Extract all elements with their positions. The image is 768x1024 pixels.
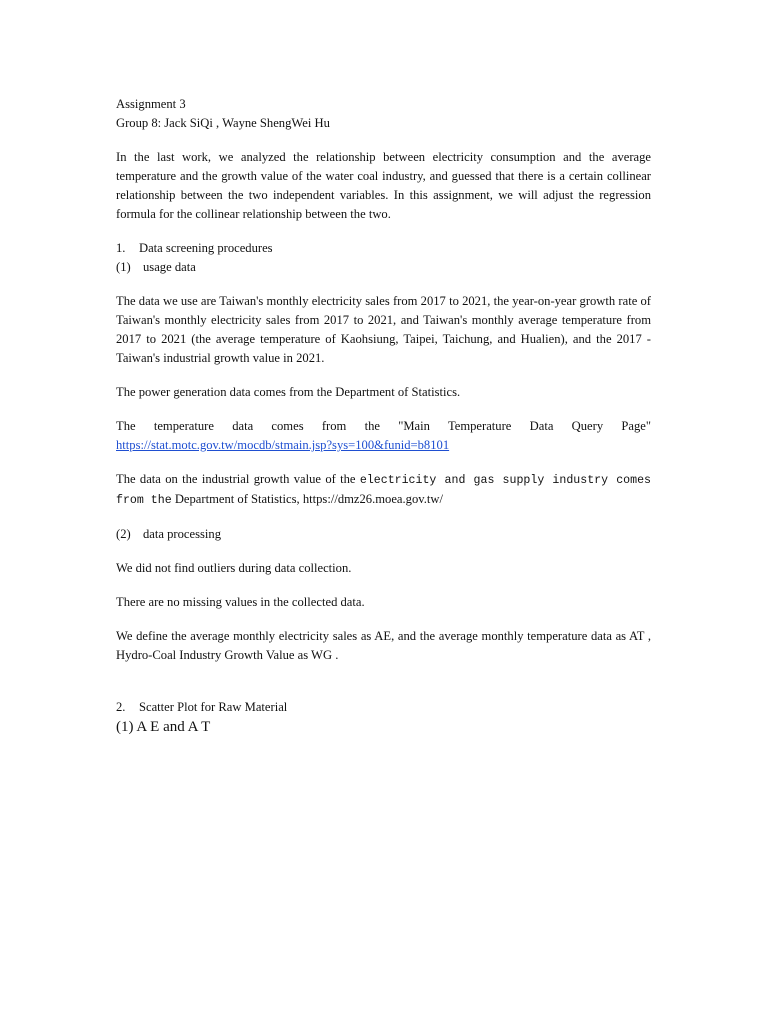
section2-number: 2. — [116, 700, 126, 714]
definitions-paragraph: We define the average monthly electricity sales as AE, and the average monthly temperature data as AT , Hydro-Coal Industry Growth Value as WG . — [116, 629, 651, 662]
sub1-title: usage data — [143, 260, 196, 274]
sub2-title: data processing — [143, 527, 221, 541]
section2-sub1-heading: (1) A E and A T — [116, 719, 211, 735]
intro-paragraph: In the last work, we analyzed the relationship between electricity consumption and the average temperature and the growth value of the water coal industry, and guessed that there is a certain collinear relationship between the two independent variables. In this assignment, we will adjust the regression formula for the collinear relationship between the two. — [116, 150, 651, 221]
temperature-source-paragraph — [116, 417, 651, 436]
temperature-link-line — [116, 436, 651, 455]
data-source-paragraph: The data we use are Taiwan's monthly electricity sales from 2017 to 2021, the year-on-year growth rate of Taiwan's monthly electricity sales from 2017 to 2021, and Taiwan's monthly average temperature from 2017 to 2021 (the average temperature of Kaohsiung, Taipei, Taichung, and Hualien), and the 2017 - Taiwan's industrial growth value in 2021. — [116, 294, 651, 365]
temperature-source-text: The temperature data comes from the "Main Temperature Data Query Page" — [116, 419, 651, 433]
outliers-paragraph: We did not find outliers during data collection. — [116, 561, 352, 575]
section1-title: Data screening procedures — [139, 241, 273, 255]
sub2-number: (2) — [116, 527, 131, 541]
industry-text-end: Department of Statistics, https://dmz26.moea.gov.tw/ — [171, 492, 443, 506]
missing-values-paragraph: There are no missing values in the collected data. — [116, 595, 365, 609]
group-members: Group 8: Jack SiQi , Wayne ShengWei Hu — [116, 116, 330, 130]
temperature-data-link[interactable]: https://stat.motc.gov.tw/mocdb/stmain.jsp?sys=100&funid=b8101 — [116, 438, 450, 452]
assignment-title: Assignment 3 — [116, 97, 186, 111]
document-page — [116, 95, 651, 737]
sub1-number: (1) — [116, 260, 131, 274]
power-source-paragraph: The power generation data comes from the Department of Statistics. — [116, 385, 461, 399]
industry-text-mono: electricity and gas supply industry comes from the — [116, 474, 651, 507]
section1-heading — [116, 239, 651, 258]
section1-number: 1. — [116, 241, 126, 255]
section2-heading — [116, 698, 651, 717]
industry-text-start: The data on the industrial growth value of the — [116, 472, 360, 486]
section2-title: Scatter Plot for Raw Material — [139, 700, 288, 714]
industry-source-paragraph — [116, 470, 651, 510]
section1-sub2-heading — [116, 525, 651, 544]
section1-sub1-heading — [116, 258, 651, 277]
